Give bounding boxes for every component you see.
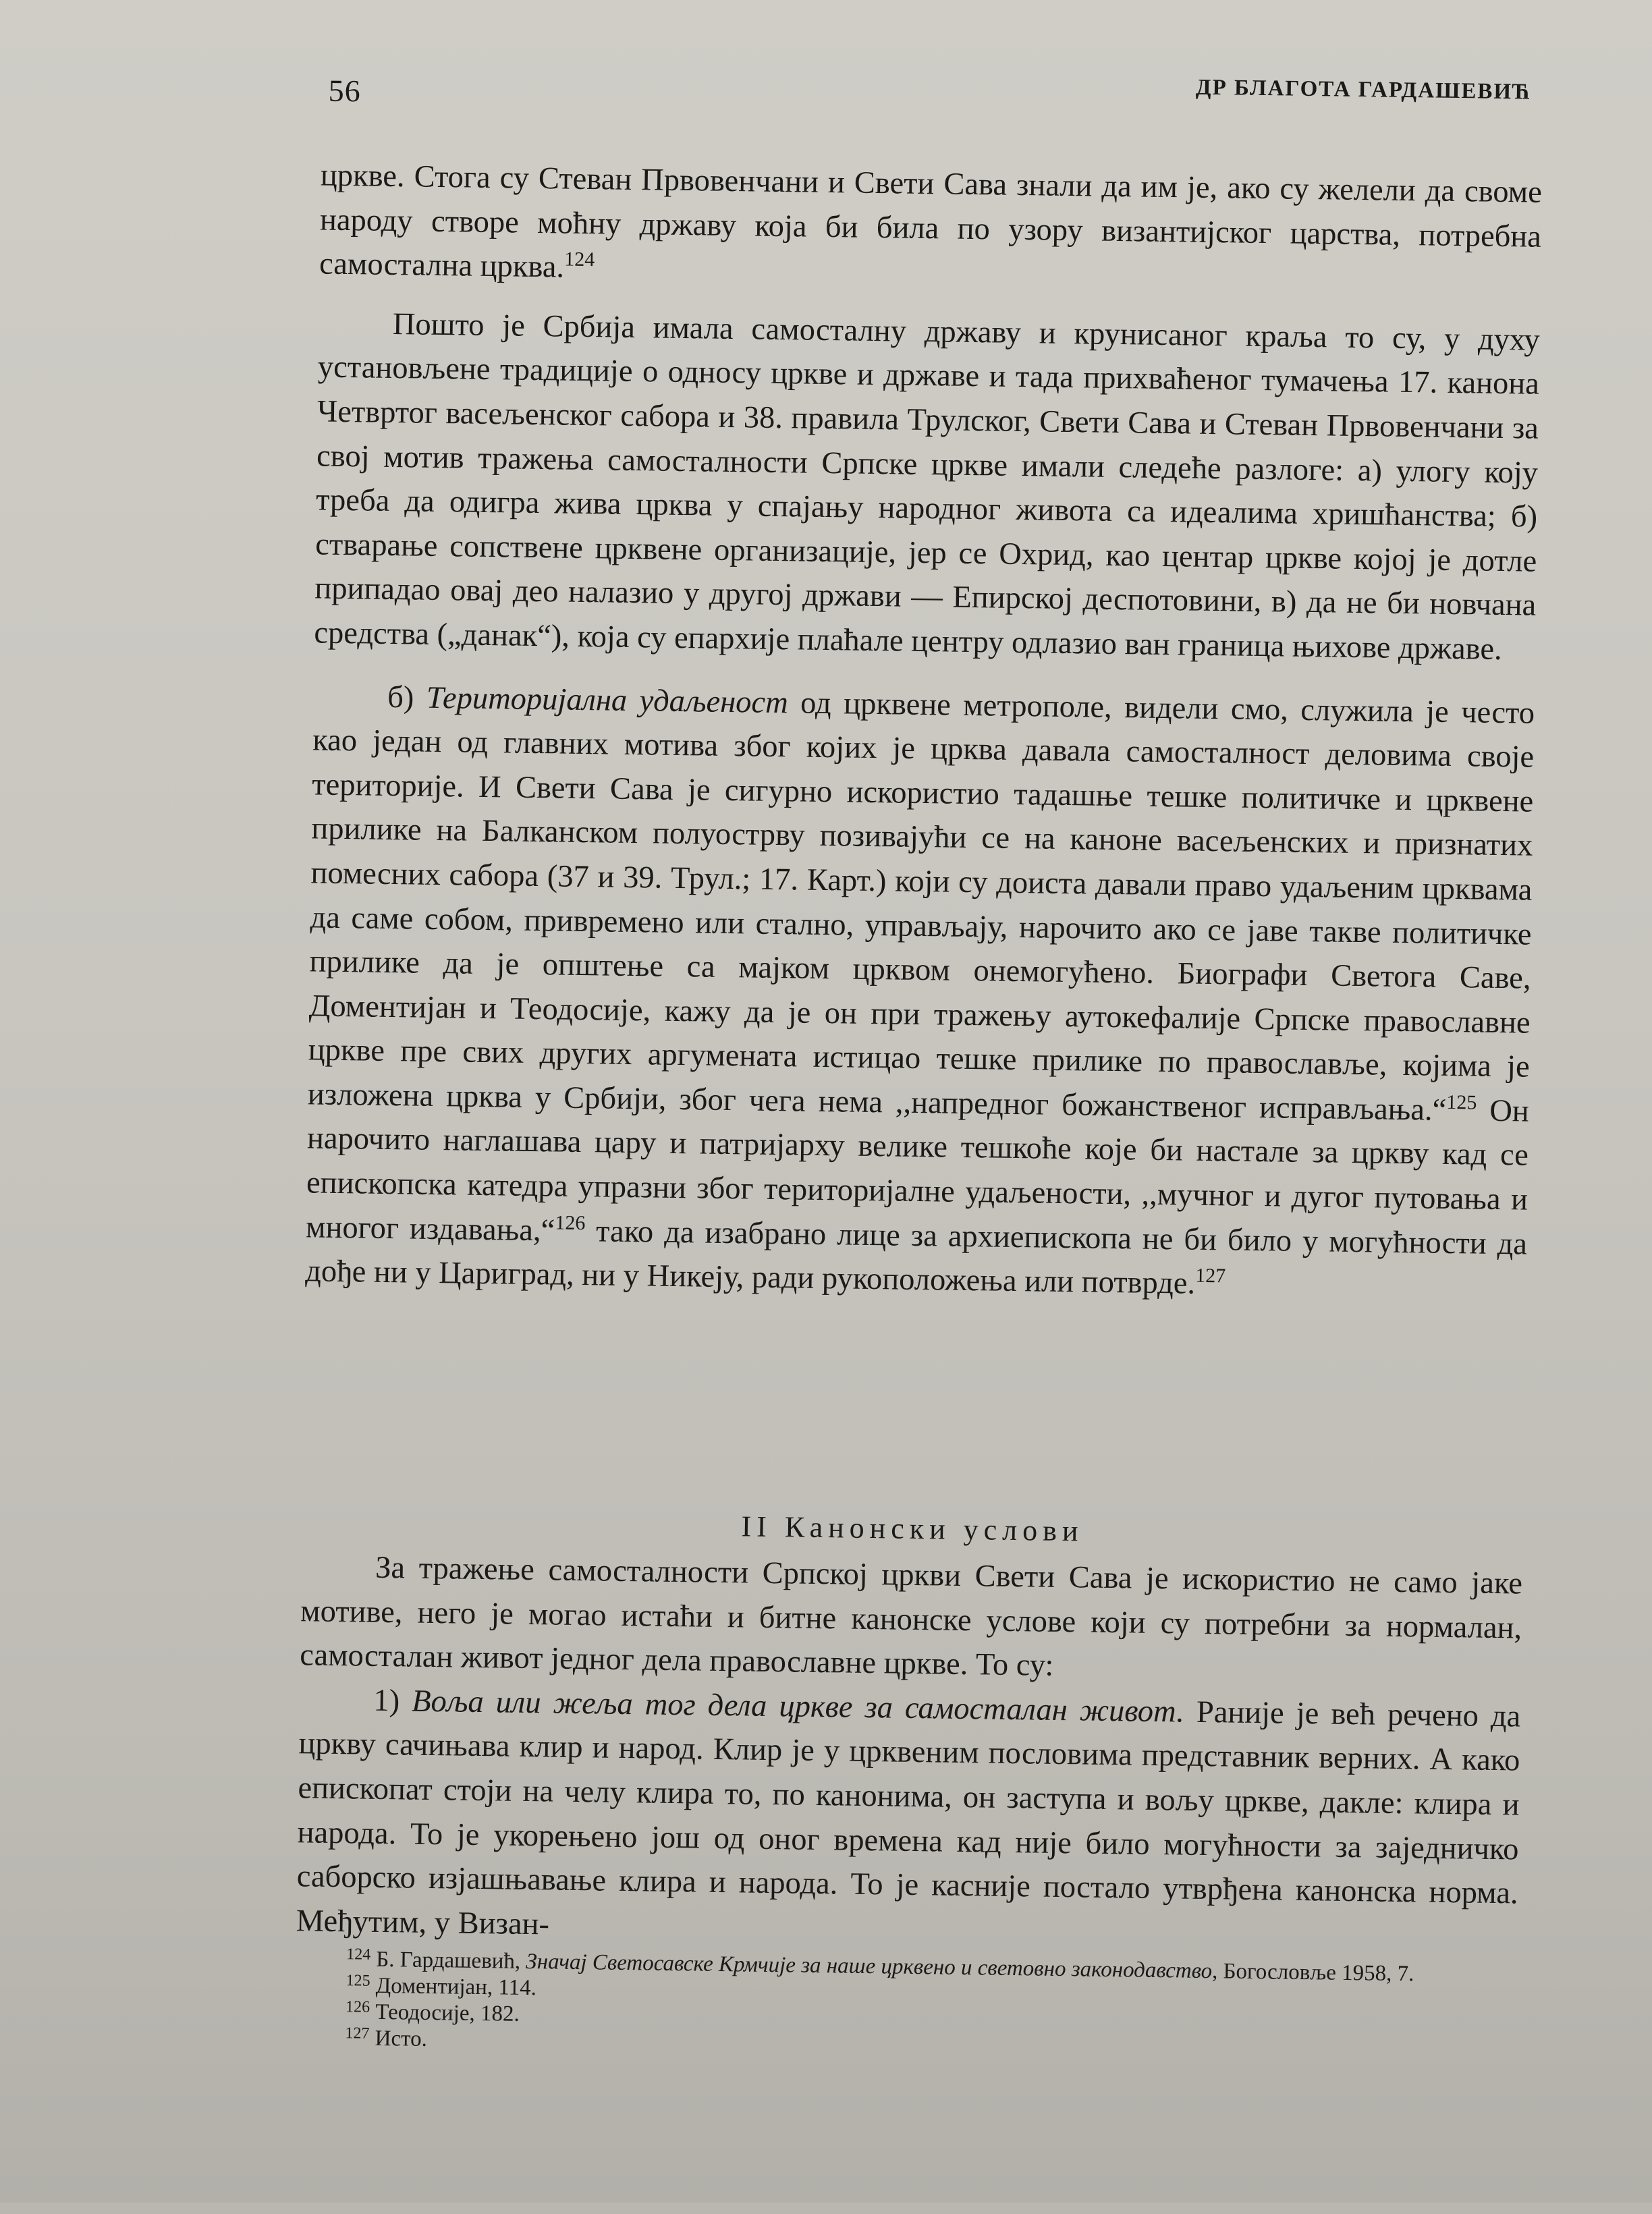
paragraph-1 [319,153,1543,303]
paragraph-5-italic: Воља или жеља тог дела цркве за самосталан живот. [411,1684,1185,1729]
paragraph-5-label: 1) [373,1683,400,1719]
paragraph-3-text-b: Он нарочито наглашава цару и патријарху велике тешкоће које би настале за цркву кад се епископска катедра упразни због територијалне удаљености, ,,мучног и дугог путовања и многог издавања,“ [305,1093,1530,1248]
section-title: II Канонски услови [741,1510,1084,1548]
footnote-text-post: , Богословље 1958, 7. [1211,1959,1414,1987]
footnote-number: 126 [345,1998,370,2016]
paragraph-1-text: цркве. Стога су Стеван Првовенчани и Свети Сава знали да им је, ако су желели да своме народу створе моћну државу која би била по узору византијског царства, потребна самостална црква. [319,158,1543,285]
paragraph-3-label: б) [387,680,414,715]
footnote-ref-125: 125 [1446,1090,1477,1114]
footnote-text: Теодосије, 182. [375,1999,520,2026]
footnote-ref-124: 124 [563,248,595,271]
main-text [305,153,1542,1310]
footnote-ref-127: 127 [1195,1264,1226,1288]
footnote-number: 125 [346,1972,370,1990]
footnote-number: 127 [345,2024,370,2043]
paragraph-3-text-a: од црквене метрополе, видели смо, служила је често као један од главних мотива због којих је црква давала самосталност деловима своје територије. И Свети Сава је сигурно искористио тадашње тешке политичке и црквене прилике на Балканском полуострву позивајући се на каноне васељенских и признатих помесних сабора (37 и 39. Трул.; 17. Карт.) који су доиста давали право удаљеним црквама да саме собом, привремено или стално, управљају, нарочито ако се јаве такве политичке прилике да је општење са мајком црквом онемогућено. Биографи Светога Саве, Доментијан и Теодосије, кажу да је он при тражењу аутокефалије Српске православне цркве пре свих других аргумената истицао тешке прилике по православље, којима је изложена црква у Србији, због чега нема ,,напредног божанственог исправљања.“ [307,686,1535,1128]
footnote-number: 124 [346,1945,371,1964]
running-head: ДР БЛАГОТА ГАРДАШЕВИЋ [1195,75,1532,105]
section-text [296,1545,1522,1960]
paragraph-4: За тражење самосталности Српској цркви Свети Сава је искористио не само јаке мотиве, него је могао истаћи и битне канонске услове који су потребни за нормалан, самосталан живот једног дела православне цркве. То су: [299,1550,1523,1684]
paragraph-3-italic: Територијална удаљеност [426,680,789,720]
footnotes [294,1943,1517,2065]
paragraph-2: Пошто је Србија имала самосталну државу и крунисаног краља то су, у духу установљене традиције о односу цркве и државе и тада прихваћеног тумачења 17. канона Четвртог васељенског сабора и 38. правила Трулског, Свети Сава и Стеван Првовенчани за свој мотив тражења самосталности Српске цркве имали следеће разлоге: а) улогу коју треба да одигра жива црква у спајању народног живота са идеалима хришћанства; б) стварање сопствене црквене организације, јер се Охрид, као центар цркве којој је дотле припадао овај део налазио у другој држави — Епирској деспотовини, в) да не би новчана средства („данак“), која су епархије плаћале центру одлазио ван граница њихове државе. [314,306,1541,667]
footnote-text: Исто. [375,2026,428,2051]
page-number: 56 [328,73,362,109]
paragraph-3-text-c: тако да изабрано лице за архиепископа не би било у могућности да дође ни у Цариград, ни у Никеју, ради рукоположења или потврде. [304,1213,1528,1301]
footnote-text: Доментијан, 114. [375,1973,537,2001]
footnote-italic: Значај Светосавске Крмчије за наше црквено и световно законодавство [526,1949,1213,1984]
paragraph-3 [305,674,1535,1310]
footnote-text: Б. Гардашевић, [376,1947,526,1974]
paragraph-5-text: Раније је већ речено да цркву сачињава клир и народ. Клир је у црквеним пословима представник верних. А како епископат стоји на челу клира то, по канонима, он заступа и вољу цркве, дакле: клира и народа. То је укорењено још од оног времена кад није било могућности за заједничко саборско изјашњавање клира и народа. То је касније постало утврђена канонска норма. Међутим, у Визан- [296,1694,1521,1942]
footnote-ref-126: 126 [555,1211,586,1234]
paragraph-5 [296,1678,1520,1960]
